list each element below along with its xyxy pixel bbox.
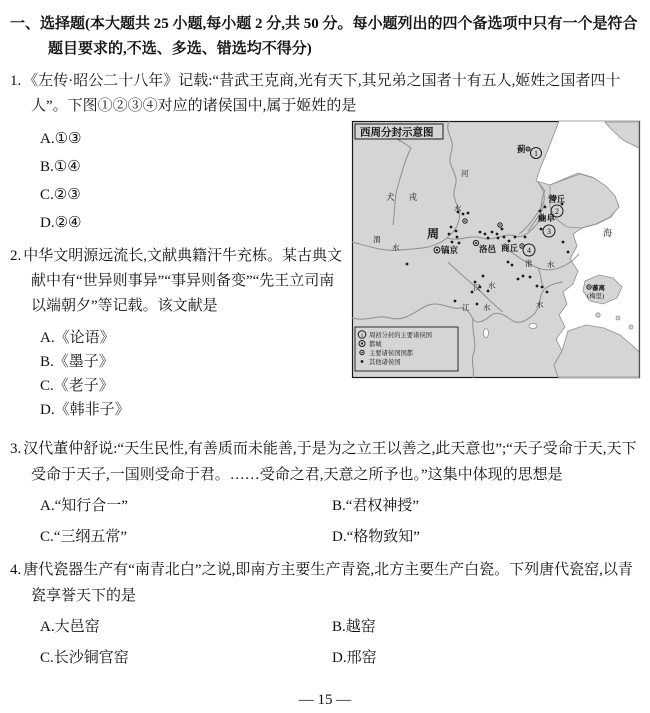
label-meili: (梅里) xyxy=(587,293,605,300)
lake xyxy=(484,329,489,338)
question-number: 1. xyxy=(10,73,22,89)
label-quanrong: 犬戎 xyxy=(386,192,432,202)
section-title: 一、选择题 xyxy=(10,16,86,32)
map-title-box xyxy=(355,124,443,139)
map-svg xyxy=(352,121,640,378)
question-text: 汉代董仲舒说:“天生民性,有善质而未能善,于是为之立王以善之,此天意也”;“天子受命于天,天下受命于天子,一国则受命于君。……受命之君,天意之所予也。”这集中体现的思想是 xyxy=(23,441,637,483)
lake xyxy=(529,324,537,329)
question-text: 中华文明源远流长,文献典籍汗牛充栋。某古典文献中有“世异则事异”“事异则备变”“先王立司南以端朝夕”等记载。该文献是 xyxy=(23,248,343,314)
option-label: D. xyxy=(332,529,347,545)
option-label: A. xyxy=(40,498,55,514)
option-label: A. xyxy=(40,330,55,346)
island xyxy=(616,316,620,320)
question-number: 3. xyxy=(10,441,22,457)
river-label-jiang: 江 xyxy=(462,303,470,312)
option-label: B. xyxy=(40,159,54,175)
river-label-han-shui: 水 xyxy=(488,281,496,290)
river-label-he-shui: 水 xyxy=(454,204,462,213)
river-label-wei: 渭 xyxy=(373,235,381,244)
marker-3-digit: 3 xyxy=(547,227,551,236)
marker-4-digit: 4 xyxy=(527,246,531,255)
label-fanli: 蕃离 xyxy=(592,285,605,292)
option-label: A. xyxy=(40,131,55,147)
map-legend xyxy=(355,327,458,371)
option-text: 越窑 xyxy=(345,619,376,635)
option-label: B. xyxy=(40,354,54,370)
option-text: 《老子》 xyxy=(53,378,114,394)
question-3-options xyxy=(10,494,640,549)
option-text: 长沙铜官窑 xyxy=(53,650,129,666)
page-number: — 15 — xyxy=(298,692,352,708)
option-c xyxy=(40,646,332,670)
island xyxy=(596,313,600,317)
question-text: 唐代瓷器生产有“南青北白”之说,即南方主要生产青瓷,北方主要生产白瓷。下列唐代瓷窑,以青瓷享誉天下的是 xyxy=(23,562,633,604)
option-text: “格物致知” xyxy=(346,529,420,545)
option-b xyxy=(332,615,640,639)
option-d xyxy=(40,399,640,422)
label-shangqiu: 商丘 xyxy=(501,243,519,253)
map-western-zhou xyxy=(352,121,640,378)
option-label: C. xyxy=(40,187,54,203)
option-label: D. xyxy=(40,215,55,231)
label-sea: 海 xyxy=(603,228,613,238)
label-yingqiu: 营丘 xyxy=(548,194,566,204)
option-c xyxy=(40,525,332,549)
legend-label-other-states: 其他诸侯国 xyxy=(369,359,401,366)
legend-label-major-states: 周初分封的主要诸侯国 xyxy=(369,332,432,339)
option-a xyxy=(40,494,332,518)
question-number: 4. xyxy=(10,562,22,578)
question-3-stem xyxy=(10,436,640,488)
river-label-huai: 淮 xyxy=(525,259,533,268)
option-label: B. xyxy=(332,619,346,635)
option-text: 《论语》 xyxy=(54,330,115,346)
river-label-he: 河 xyxy=(461,169,469,178)
option-text: 大邑窑 xyxy=(54,619,100,635)
option-a xyxy=(40,615,332,639)
question-4-options xyxy=(10,615,640,670)
option-text: “君权神授” xyxy=(345,498,420,514)
river-label-huai-shui: 水 xyxy=(547,260,555,269)
question-4-stem xyxy=(10,557,640,609)
option-d xyxy=(332,525,640,549)
option-label: B. xyxy=(332,498,346,514)
option-text: “知行合一” xyxy=(54,498,128,514)
map-title: 西周分封示意图 xyxy=(360,127,434,139)
label-zhou: 周 xyxy=(427,227,440,241)
river-label-wei-shui: 水 xyxy=(392,243,400,252)
legend-symbol-other-states xyxy=(361,360,364,363)
marker-1-digit: 1 xyxy=(534,148,538,158)
option-text: 邢窑 xyxy=(346,650,377,666)
label-haojing: 镐京 xyxy=(441,245,459,255)
question-1-stem xyxy=(10,69,640,119)
section-header xyxy=(10,12,640,62)
option-b xyxy=(332,494,640,518)
label-qufu: 曲阜 xyxy=(538,213,556,223)
legend-label-capital: 都城 xyxy=(369,341,382,348)
option-text: ②③ xyxy=(53,185,81,203)
option-text: ①④ xyxy=(53,157,81,175)
island xyxy=(629,325,633,329)
option-label: C. xyxy=(40,650,54,666)
river-label-jiang-shui-east: 水 xyxy=(536,300,544,309)
option-text: ①③ xyxy=(54,129,82,147)
option-label: C. xyxy=(40,529,54,545)
option-text: 《韩非子》 xyxy=(54,402,130,418)
option-text: ②④ xyxy=(54,213,82,231)
option-label: C. xyxy=(40,378,54,394)
option-text: “三纲五常” xyxy=(53,529,128,545)
section-description: (本大题共 25 小题,每小题 2 分,共 50 分。每小题列出的四个备选项中只有一个是符合题目要求的,不选、多选、错选均不得分) xyxy=(48,16,638,57)
question-text: 《左传·昭公二十八年》记载:“昔武王克商,光有天下,其兄弟之国者十有五人,姬姓之国者四十人”。下图①②③④对应的诸侯国中,属于姬姓的是 xyxy=(23,73,621,114)
river-label-han: 汉 xyxy=(473,283,481,292)
option-text: 《墨子》 xyxy=(53,354,114,370)
label-luoyi: 洛邑 xyxy=(479,244,497,254)
option-d xyxy=(332,646,640,670)
option-label: D. xyxy=(332,650,347,666)
label-ji: 蓟 xyxy=(517,144,526,154)
question-3 xyxy=(10,436,640,549)
marker-2-digit: 2 xyxy=(555,207,559,216)
legend-symbol-numbered: 1 xyxy=(360,332,364,339)
question-number: 2. xyxy=(10,248,22,264)
question-4 xyxy=(10,557,640,670)
legend-label-state-capital: 主要诸侯国国都 xyxy=(369,350,414,357)
option-label: A. xyxy=(40,619,55,635)
option-c xyxy=(40,375,640,398)
option-label: D. xyxy=(40,402,55,418)
river-label-jiang-shui: 水 xyxy=(483,303,491,312)
